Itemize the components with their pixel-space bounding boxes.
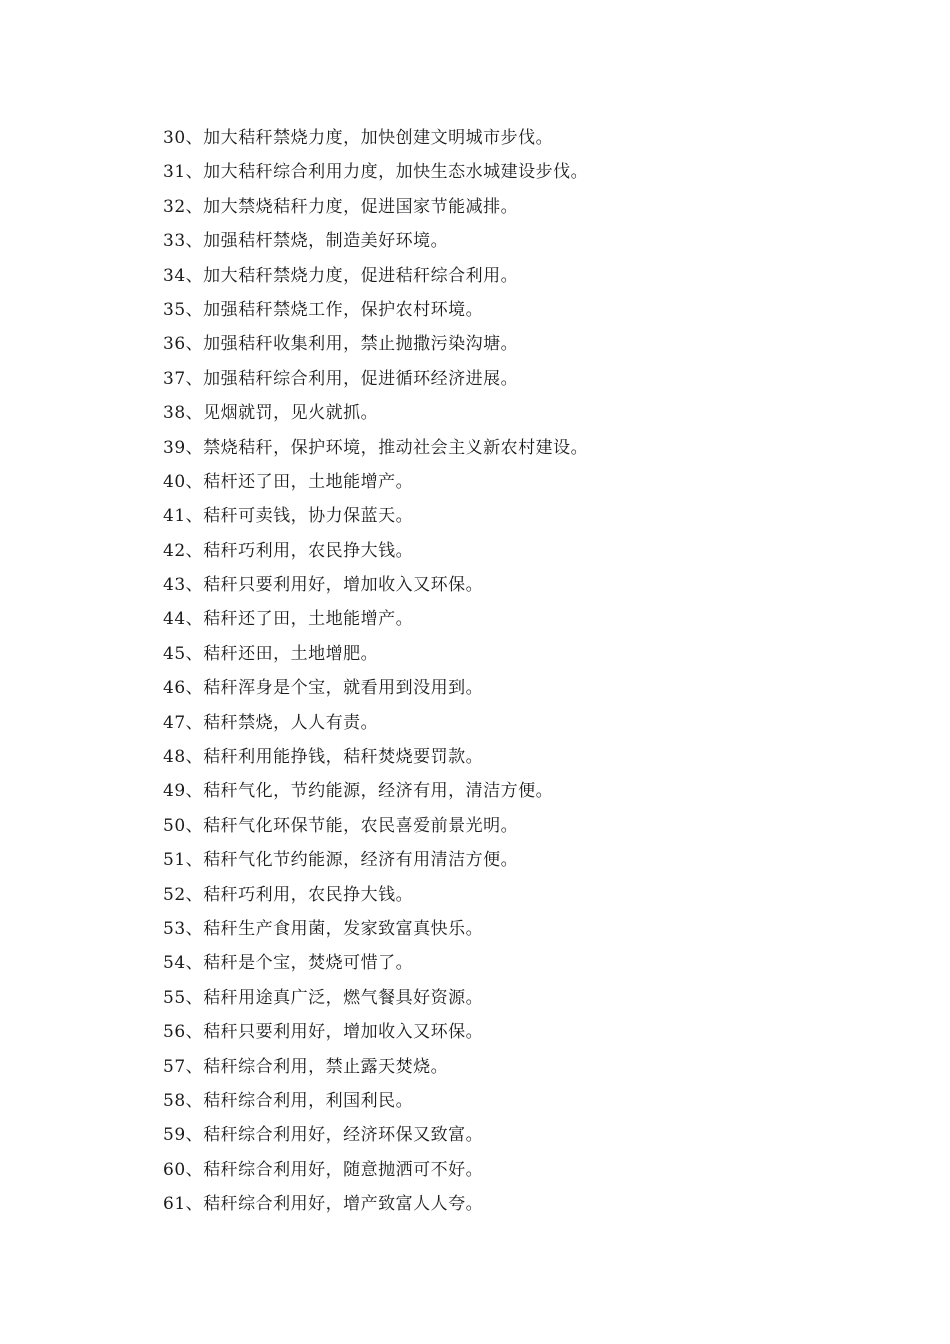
list-item <box>163 190 588 224</box>
list-item <box>163 1187 588 1221</box>
item-number: 49、 <box>163 781 204 802</box>
list-item <box>163 912 588 946</box>
list-item <box>163 706 588 740</box>
list-item <box>163 224 588 258</box>
item-number: 52、 <box>163 884 204 905</box>
list-item <box>163 396 588 430</box>
list-item <box>163 809 588 843</box>
item-number: 35、 <box>163 299 204 320</box>
item-text: 加大秸秆禁烧力度，促进秸秆综合利用。 <box>203 265 519 286</box>
list-item <box>163 637 588 671</box>
item-text: 秸秆浑身是个宝，就看用到没用到。 <box>203 678 484 699</box>
item-text: 秸秆综合利用，禁止露天焚烧。 <box>203 1056 449 1077</box>
item-text: 禁烧秸秆，保护环境，推动社会主义新农村建设。 <box>203 437 589 458</box>
item-text: 加大秸秆禁烧力度，加快创建文明城市步伐。 <box>203 128 554 148</box>
item-number: 31、 <box>163 162 204 183</box>
item-number: 51、 <box>163 850 204 871</box>
item-text: 秸秆巧利用，农民挣大钱。 <box>203 540 414 561</box>
item-text: 见烟就罚，见火就抓。 <box>203 403 379 424</box>
item-number: 54、 <box>163 953 204 974</box>
item-text: 秸秆禁烧，人人有责。 <box>203 712 379 733</box>
list-item <box>163 843 588 877</box>
item-text: 秸秆生产食用菌，发家致富真快乐。 <box>203 918 484 939</box>
list-item <box>163 362 588 396</box>
list-item <box>163 499 588 533</box>
item-number: 33、 <box>163 231 204 252</box>
item-number: 61、 <box>163 1194 204 1215</box>
item-number: 58、 <box>163 1090 204 1111</box>
list-item <box>163 534 588 568</box>
item-text: 秸秆综合利用好，随意抛洒可不好。 <box>203 1159 484 1180</box>
item-number: 42、 <box>163 540 204 561</box>
list-item <box>163 981 588 1015</box>
item-number: 44、 <box>163 609 204 630</box>
item-number: 34、 <box>163 265 204 286</box>
list-item <box>163 774 588 808</box>
item-text: 秸秆只要利用好，增加收入又环保。 <box>203 1022 484 1043</box>
list-item <box>163 671 588 705</box>
list-item <box>163 1050 588 1084</box>
item-text: 秸秆还田，土地增肥。 <box>203 643 379 664</box>
list-item <box>163 740 588 774</box>
item-number: 41、 <box>163 506 204 527</box>
item-text: 秸秆气化环保节能，农民喜爱前景光明。 <box>203 815 519 836</box>
item-number: 48、 <box>163 747 204 768</box>
item-text: 秸秆可卖钱，协力保蓝天。 <box>203 506 414 527</box>
list-item <box>163 1084 588 1118</box>
item-number: 30、 <box>163 128 204 148</box>
list-item <box>163 602 588 636</box>
list-item <box>163 431 588 465</box>
item-number: 60、 <box>163 1159 204 1180</box>
list-item <box>163 878 588 912</box>
list-item <box>163 1118 588 1152</box>
item-number: 37、 <box>163 368 204 389</box>
item-text: 秸秆用途真广泛，燃气餐具好资源。 <box>203 987 484 1008</box>
item-text: 秸秆综合利用好，增产致富人人夸。 <box>203 1194 484 1215</box>
item-text: 秸秆是个宝，焚烧可惜了。 <box>203 953 414 974</box>
item-text: 秸秆巧利用，农民挣大钱。 <box>203 884 414 905</box>
item-text: 秸秆还了田，土地能增产。 <box>203 609 414 630</box>
item-text: 加大禁烧秸秆力度，促进国家节能减排。 <box>203 196 519 217</box>
item-number: 57、 <box>163 1056 204 1077</box>
list-item <box>163 293 588 327</box>
list-item <box>163 1015 588 1049</box>
item-number: 45、 <box>163 643 204 664</box>
item-number: 47、 <box>163 712 204 733</box>
item-number: 59、 <box>163 1125 204 1146</box>
item-text: 加强秸秆禁烧工作，保护农村环境。 <box>203 299 484 320</box>
slogan-list <box>163 121 588 1222</box>
item-number: 50、 <box>163 815 204 836</box>
list-item <box>163 946 588 980</box>
item-text: 秸秆气化节约能源，经济有用清洁方便。 <box>203 850 519 871</box>
item-text: 秸秆气化，节约能源，经济有用，清洁方便。 <box>203 781 554 802</box>
item-text: 加强秸秆综合利用，促进循环经济进展。 <box>203 368 519 389</box>
list-item <box>163 259 588 293</box>
item-number: 40、 <box>163 471 204 492</box>
list-item <box>163 568 588 602</box>
list-item <box>163 327 588 361</box>
item-number: 43、 <box>163 575 204 596</box>
list-item <box>163 155 588 189</box>
item-number: 39、 <box>163 437 204 458</box>
item-number: 36、 <box>163 334 204 355</box>
item-number: 32、 <box>163 196 204 217</box>
item-text: 秸秆只要利用好，增加收入又环保。 <box>203 575 484 596</box>
item-number: 55、 <box>163 987 204 1008</box>
item-text: 秸秆综合利用，利国利民。 <box>203 1090 414 1111</box>
item-text: 加大秸秆综合利用力度，加快生态水城建设步伐。 <box>203 162 589 183</box>
item-text: 秸秆综合利用好，经济环保又致富。 <box>203 1125 484 1146</box>
item-number: 53、 <box>163 918 204 939</box>
list-item <box>163 1153 588 1187</box>
item-number: 46、 <box>163 678 204 699</box>
item-number: 56、 <box>163 1022 204 1043</box>
item-text: 加强秸秆收集利用，禁止抛撒污染沟塘。 <box>203 334 519 355</box>
list-item <box>163 465 588 499</box>
item-text: 加强秸杆禁烧，制造美好环境。 <box>203 231 449 252</box>
item-number: 38、 <box>163 403 204 424</box>
item-text: 秸杆还了田，土地能增产。 <box>203 471 414 492</box>
list-item <box>163 121 588 155</box>
item-text: 秸秆利用能挣钱，秸秆焚烧要罚款。 <box>203 747 484 768</box>
